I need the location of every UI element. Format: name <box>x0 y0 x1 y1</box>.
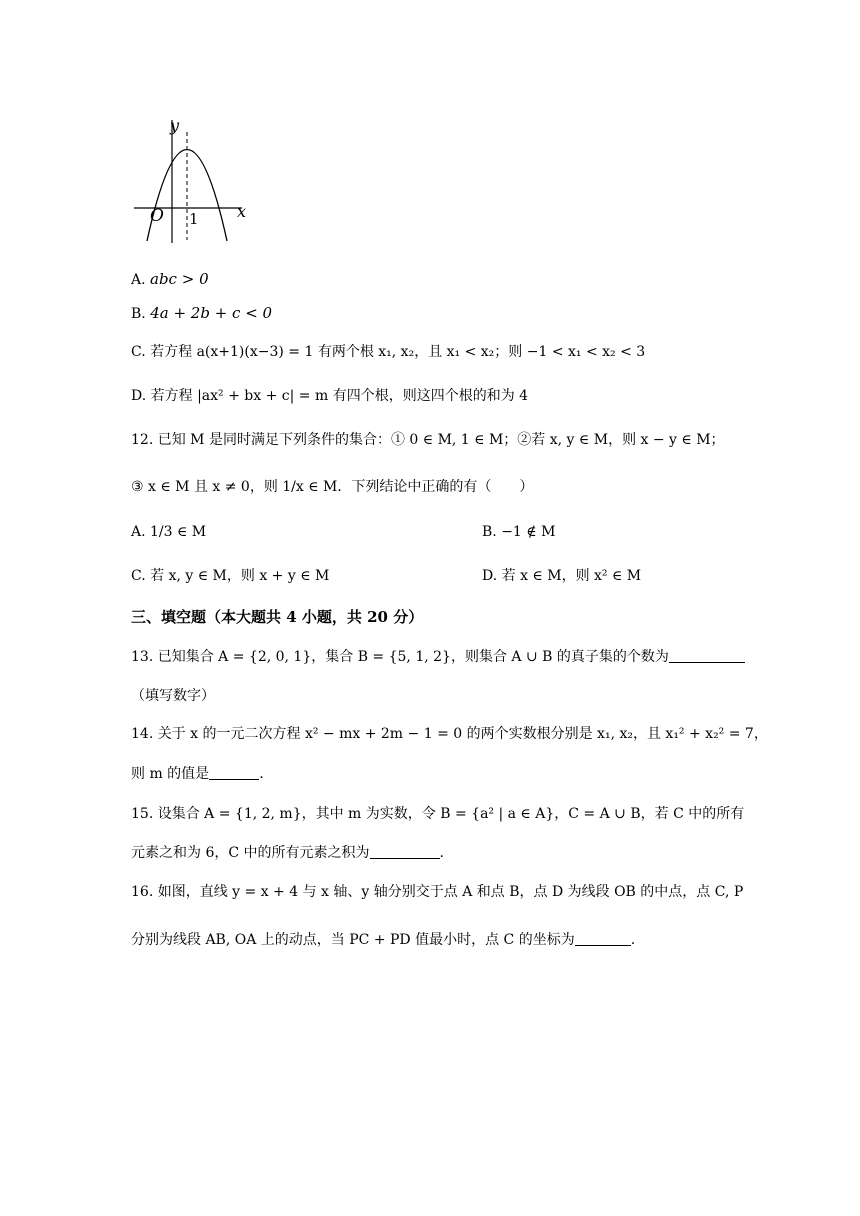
section-heading: 三、填空题（本大题共 4 小题，共 20 分） <box>131 608 424 626</box>
option-text: 4a + 2b + c < 0 <box>150 304 273 322</box>
answer-blank <box>669 648 745 663</box>
option-text: 1/3 ∈ M <box>150 524 207 540</box>
q12-option-d <box>482 566 641 586</box>
q12-option-c <box>131 566 329 586</box>
option-text: −1 ∉ M <box>501 524 556 540</box>
origin-label: O <box>150 206 164 226</box>
period: . <box>439 845 444 861</box>
q15-line1: 15. 设集合 A = {1, 2, m}，其中 m 为实数，令 B = {a² | a ∈ A}，C = A ∪ B，若 C 中的所有 <box>131 806 745 822</box>
period: . <box>259 766 264 782</box>
q12-option-a <box>131 522 206 542</box>
x-axis-label: x <box>237 202 247 221</box>
parabola-figure <box>128 116 258 246</box>
q11-option-c <box>131 342 645 362</box>
q16-line2 <box>131 930 635 950</box>
q14-line2 <box>131 764 264 784</box>
option-text: 若方程 a(x+1)(x−3) = 1 有两个根 x₁, x₂，且 x₁ < x₂；则 −1 < x₁ < x₂ < 3 <box>150 344 646 360</box>
option-letter: B. <box>131 306 146 322</box>
option-letter: D. <box>482 568 498 584</box>
q12-option-b <box>482 522 555 542</box>
option-text: 若 x, y ∈ M，则 x + y ∈ M <box>150 568 330 584</box>
option-text: 若方程 |ax² + bx + c| = m 有四个根，则这四个根的和为 4 <box>150 388 529 404</box>
option-letter: C. <box>131 568 146 584</box>
q11-option-d <box>131 386 528 406</box>
y-axis-label: y <box>170 116 180 135</box>
q11-option-b <box>131 303 272 324</box>
answer-blank <box>370 844 440 859</box>
q11-option-a <box>131 269 209 290</box>
answer-blank <box>575 931 631 946</box>
q15-line2 <box>131 843 444 863</box>
q16-line1: 16. 如图，直线 y = x + 4 与 x 轴、y 轴分别交于点 A 和点 B，点 D 为线段 OB 的中点，点 C, P <box>131 884 744 900</box>
q12-stem-line1: 12. 已知 M 是同时满足下列条件的集合：① 0 ∈ M, 1 ∈ M；②若 x, y ∈ M，则 x − y ∈ M； <box>131 432 725 448</box>
option-text: 若 x ∈ M，则 x² ∈ M <box>501 568 642 584</box>
option-letter: A. <box>131 524 146 540</box>
q13-text: 13. 已知集合 A = {2, 0, 1}，集合 B = {5, 1, 2}，则集合 A ∪ B 的真子集的个数为 <box>131 649 669 665</box>
period: . <box>630 932 636 948</box>
tick-label-1: 1 <box>189 210 199 228</box>
q16-text: 分别为线段 AB, OA 上的动点，当 PC + PD 值最小时，点 C 的坐标为 <box>131 932 575 948</box>
answer-blank <box>209 765 259 780</box>
q14-text: 则 m 的值是 <box>131 766 210 782</box>
option-letter: B. <box>482 524 497 540</box>
q13-line2: （填写数字） <box>131 688 215 704</box>
option-letter: C. <box>131 344 146 360</box>
q15-text: 元素之和为 6，C 中的所有元素之积为 <box>131 845 370 861</box>
option-text: abc > 0 <box>150 270 209 288</box>
q14-line1: 14. 关于 x 的一元二次方程 x² − mx + 2m − 1 = 0 的两个实数根分别是 x₁, x₂，且 x₁² + x₂² = 7， <box>131 726 768 742</box>
option-letter: A. <box>131 272 146 288</box>
q13-line1 <box>131 647 745 667</box>
option-letter: D. <box>131 388 147 404</box>
q12-stem-line2: ③ x ∈ M 且 x ≠ 0，则 1/x ∈ M．下列结论中正确的有（ ） <box>131 479 534 495</box>
